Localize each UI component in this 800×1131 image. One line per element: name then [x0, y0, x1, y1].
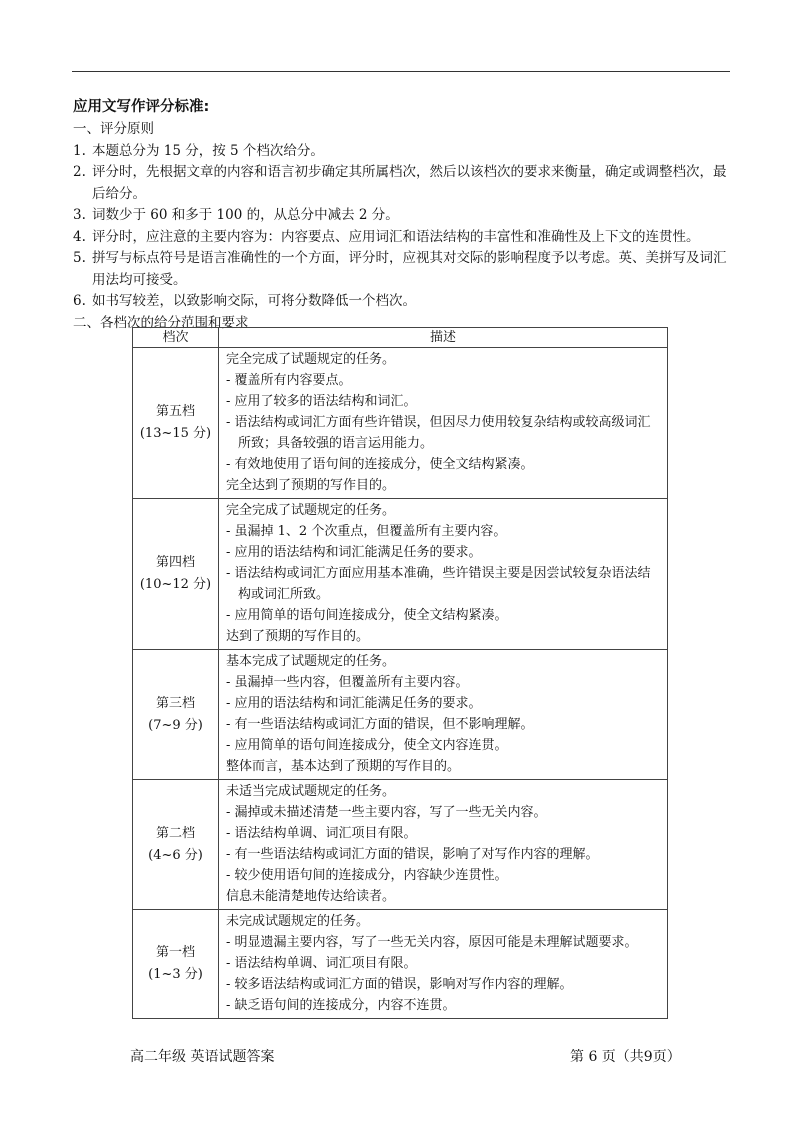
- level-cell: [133, 780, 219, 910]
- level-cell: [133, 499, 219, 650]
- description-cell: [219, 348, 668, 499]
- table-header-row: [133, 328, 668, 348]
- level-cell: [133, 348, 219, 499]
- level-range: (10~12 分): [139, 577, 212, 592]
- criterion-line: - 明显遗漏主要内容，写了一些无关内容，原因可能是未理解试题要求。: [226, 935, 638, 950]
- rule-item: [73, 141, 733, 163]
- level-cell: [133, 650, 219, 780]
- rule-text: 评分时，应注意的主要内容为：内容要点、应用词汇和语法结构的丰富性和准确性及上下文的连贯性。: [92, 228, 700, 245]
- section2-heading: 二、各档次的给分范围和要求: [73, 314, 249, 331]
- rule-item: [73, 205, 733, 227]
- rule-item: [73, 162, 733, 205]
- criterion-line: - 应用简单的语句间连接成分，使全文结构紧凑。: [226, 608, 508, 623]
- criterion-line: - 有一些语法结构或词汇方面的错误，但不影响理解。: [226, 717, 534, 732]
- criterion-line: - 有一些语法结构或词汇方面的错误，影响了对写作内容的理解。: [226, 847, 599, 862]
- rule-number: 3.: [73, 207, 86, 223]
- criterion-line: - 语法结构单调、词汇项目有限。: [226, 956, 417, 971]
- criterion-line: - 较少使用语句间的连接成分，内容缺少连贯性。: [226, 868, 508, 883]
- criterion-line: - 有效地使用了语句间的连接成分，使全文结构紧凑。: [226, 457, 534, 472]
- criterion-line: - 虽漏掉一些内容，但覆盖所有主要内容。: [226, 675, 469, 690]
- level-cell: [133, 910, 219, 1019]
- summary-line: 完全完成了试题规定的任务。: [226, 503, 396, 518]
- rule-text: 拼写与标点符号是语言准确性的一个方面，评分时，应视其对交际的影响程度予以考虑。英、美拼写及词汇用法均可接受。: [92, 250, 727, 288]
- level-column-header: 档次: [133, 328, 219, 348]
- rule-item: [73, 227, 733, 249]
- table-row: [133, 348, 668, 499]
- table-row: [133, 499, 668, 650]
- level-range: (7~9 分): [148, 717, 203, 733]
- level-name: 第一档: [155, 945, 195, 960]
- criterion-line: - 覆盖所有内容要点。: [226, 373, 352, 388]
- description-column-header: 描述: [219, 328, 668, 348]
- page-title: 应用文写作评分标准:: [73, 99, 210, 115]
- level-name: 第四档: [155, 555, 195, 570]
- description-cell: [219, 499, 668, 650]
- footer-page-number: 第 6 页（共9页）: [570, 1049, 681, 1065]
- rule-text: 如书写较差，以致影响交际，可将分数降低一个档次。: [92, 293, 416, 309]
- rule-text: 词数少于 60 和多于 100 的，从总分中减去 2 分。: [92, 207, 399, 223]
- criterion-line: - 应用了较多的语法结构和词汇。: [226, 394, 417, 409]
- criterion-line: - 缺乏语句间的连接成分，内容不连贯。: [226, 998, 456, 1013]
- level-name: 第三档: [155, 695, 195, 711]
- conclusion-line: 整体而言，基本达到了预期的写作目的。: [226, 759, 461, 774]
- table-row: [133, 910, 668, 1019]
- description-cell: [219, 910, 668, 1019]
- document-body: [73, 95, 733, 334]
- table-row: [133, 780, 668, 910]
- table-row: [133, 650, 668, 780]
- summary-line: 未完成试题规定的任务。: [226, 914, 370, 929]
- rule-number: 2.: [73, 164, 86, 180]
- level-name: 第五档: [155, 404, 195, 419]
- level-range: (4~6 分): [148, 847, 203, 863]
- rule-text: 评分时，先根据文章的内容和语言初步确定其所属档次，然后以该档次的要求来衡量，确定或调整档次，最后给分。: [92, 164, 727, 202]
- criterion-line: - 漏掉或未描述清楚一些主要内容，写了一些无关内容。: [226, 805, 547, 820]
- level-range: (13~15 分): [139, 426, 212, 441]
- criterion-line: - 语法结构或词汇方面应用基本准确，些许错误主要是因尝试较复杂语法结构或词汇所致。: [226, 566, 651, 602]
- rule-number: 6.: [73, 293, 86, 309]
- rule-number: 1.: [73, 142, 86, 159]
- criterion-line: - 应用的语法结构和词汇能满足任务的要求。: [226, 696, 482, 711]
- rules-list: [73, 141, 733, 313]
- summary-line: 未适当完成试题规定的任务。: [226, 784, 396, 799]
- summary-line: 基本完成了试题规定的任务。: [226, 654, 396, 669]
- rule-number: 4.: [73, 228, 86, 245]
- description-cell: [219, 780, 668, 910]
- rule-text: 本题总分为 15 分，按 5 个档次给分。: [92, 142, 324, 159]
- criterion-line: - 语法结构或词汇方面有些许错误，但因尽力使用较复杂结构或较高级词汇所致；具备较强的语言运用能力。: [226, 415, 651, 451]
- criterion-line: - 较多语法结构或词汇方面的错误，影响对写作内容的理解。: [226, 977, 573, 992]
- rule-item: [73, 291, 733, 313]
- summary-line: 完全完成了试题规定的任务。: [226, 352, 396, 367]
- criterion-line: - 虽漏掉 1、2 个次重点，但覆盖所有主要内容。: [226, 524, 507, 539]
- level-range: (1~3 分): [148, 967, 203, 982]
- section1-heading: 一、评分原则: [73, 121, 154, 137]
- criterion-line: - 应用的语法结构和词汇能满足任务的要求。: [226, 545, 482, 560]
- description-cell: [219, 650, 668, 780]
- conclusion-line: 达到了预期的写作目的。: [226, 629, 370, 644]
- conclusion-line: 完全达到了预期的写作目的。: [226, 478, 396, 493]
- conclusion-line: 信息未能清楚地传达给读者。: [226, 889, 396, 904]
- rule-item: [73, 248, 733, 291]
- criterion-line: - 语法结构单调、词汇项目有限。: [226, 826, 417, 841]
- grading-table: [132, 327, 668, 1019]
- level-name: 第二档: [155, 825, 195, 841]
- footer-exam-name: 高二年级 英语试题答案: [130, 1049, 275, 1065]
- header-rule: [72, 71, 730, 72]
- rule-number: 5.: [73, 250, 86, 266]
- criterion-line: - 应用简单的语句间连接成分，使全文内容连贯。: [226, 738, 508, 753]
